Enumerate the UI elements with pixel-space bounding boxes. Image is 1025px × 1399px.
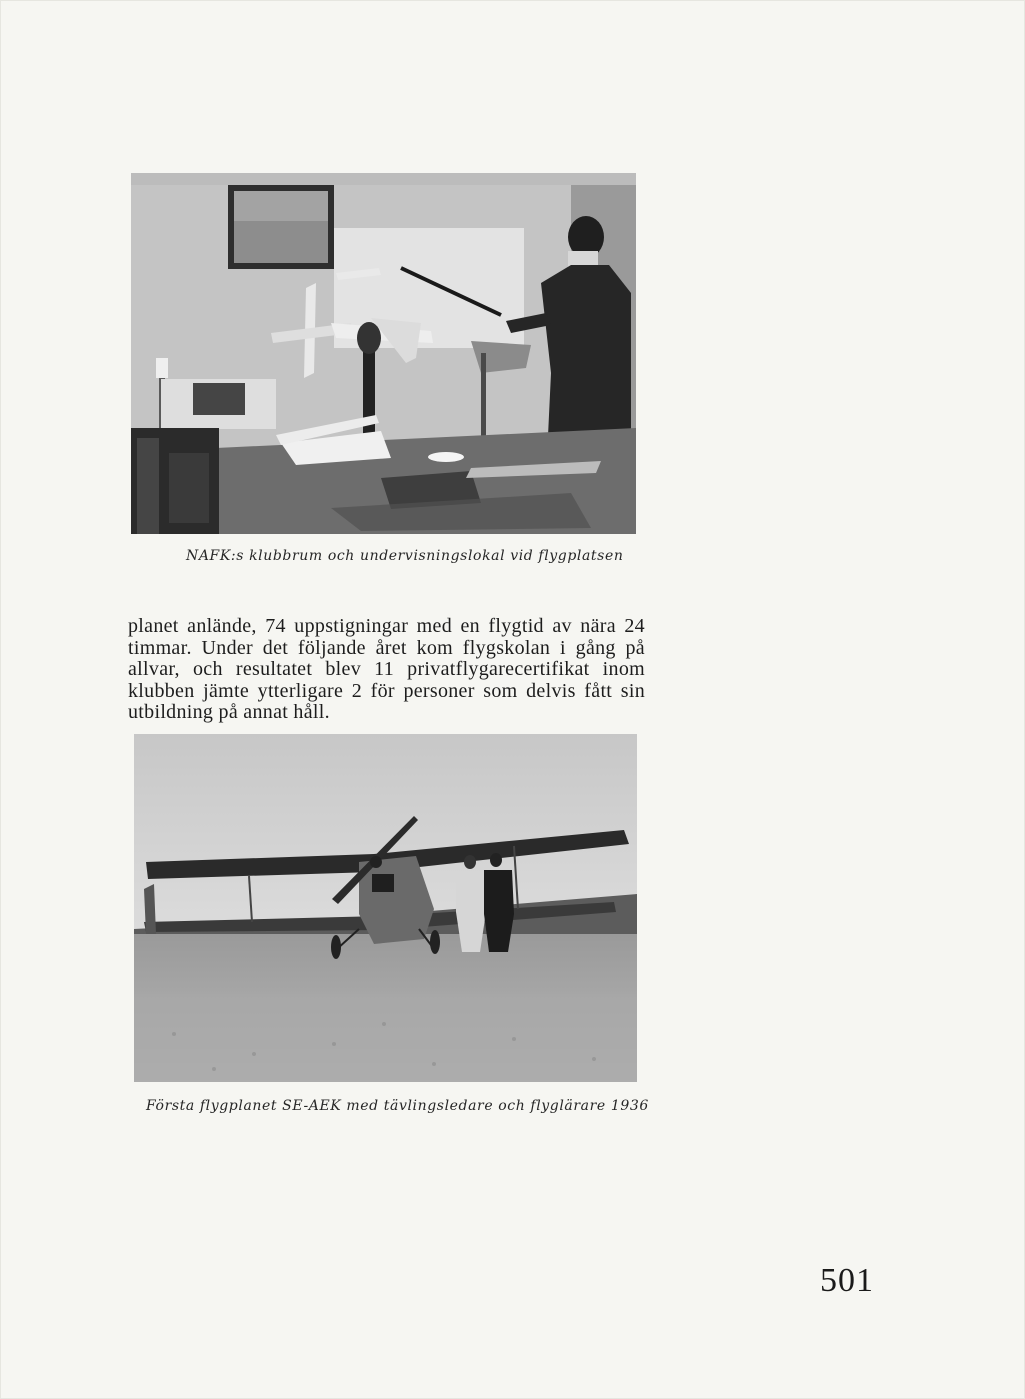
photo-1-caption: NAFK:s klubbrum och undervisningslokal vid flygplatsen: [186, 548, 624, 564]
biplane-illustration: [134, 734, 637, 1082]
biplane-photo: [134, 734, 637, 1082]
page-number: 501: [820, 1262, 874, 1299]
photo-2-caption: Första flygplanet SE-AEK med tävlingsledare och flyglärare 1936: [146, 1098, 649, 1114]
classroom-photo: [131, 173, 636, 534]
body-paragraph: planet anlände, 74 uppstigningar med en flygtid av nära 24 timmar. Under det följande året kom flygskolan i gång på allvar, och resultatet blev 11 privatflygarecertifikat inom klubben jämte ytterligare 2 för personer som delvis fått sin utbildning på annat håll.: [128, 615, 645, 723]
classroom-illustration: [131, 173, 636, 534]
